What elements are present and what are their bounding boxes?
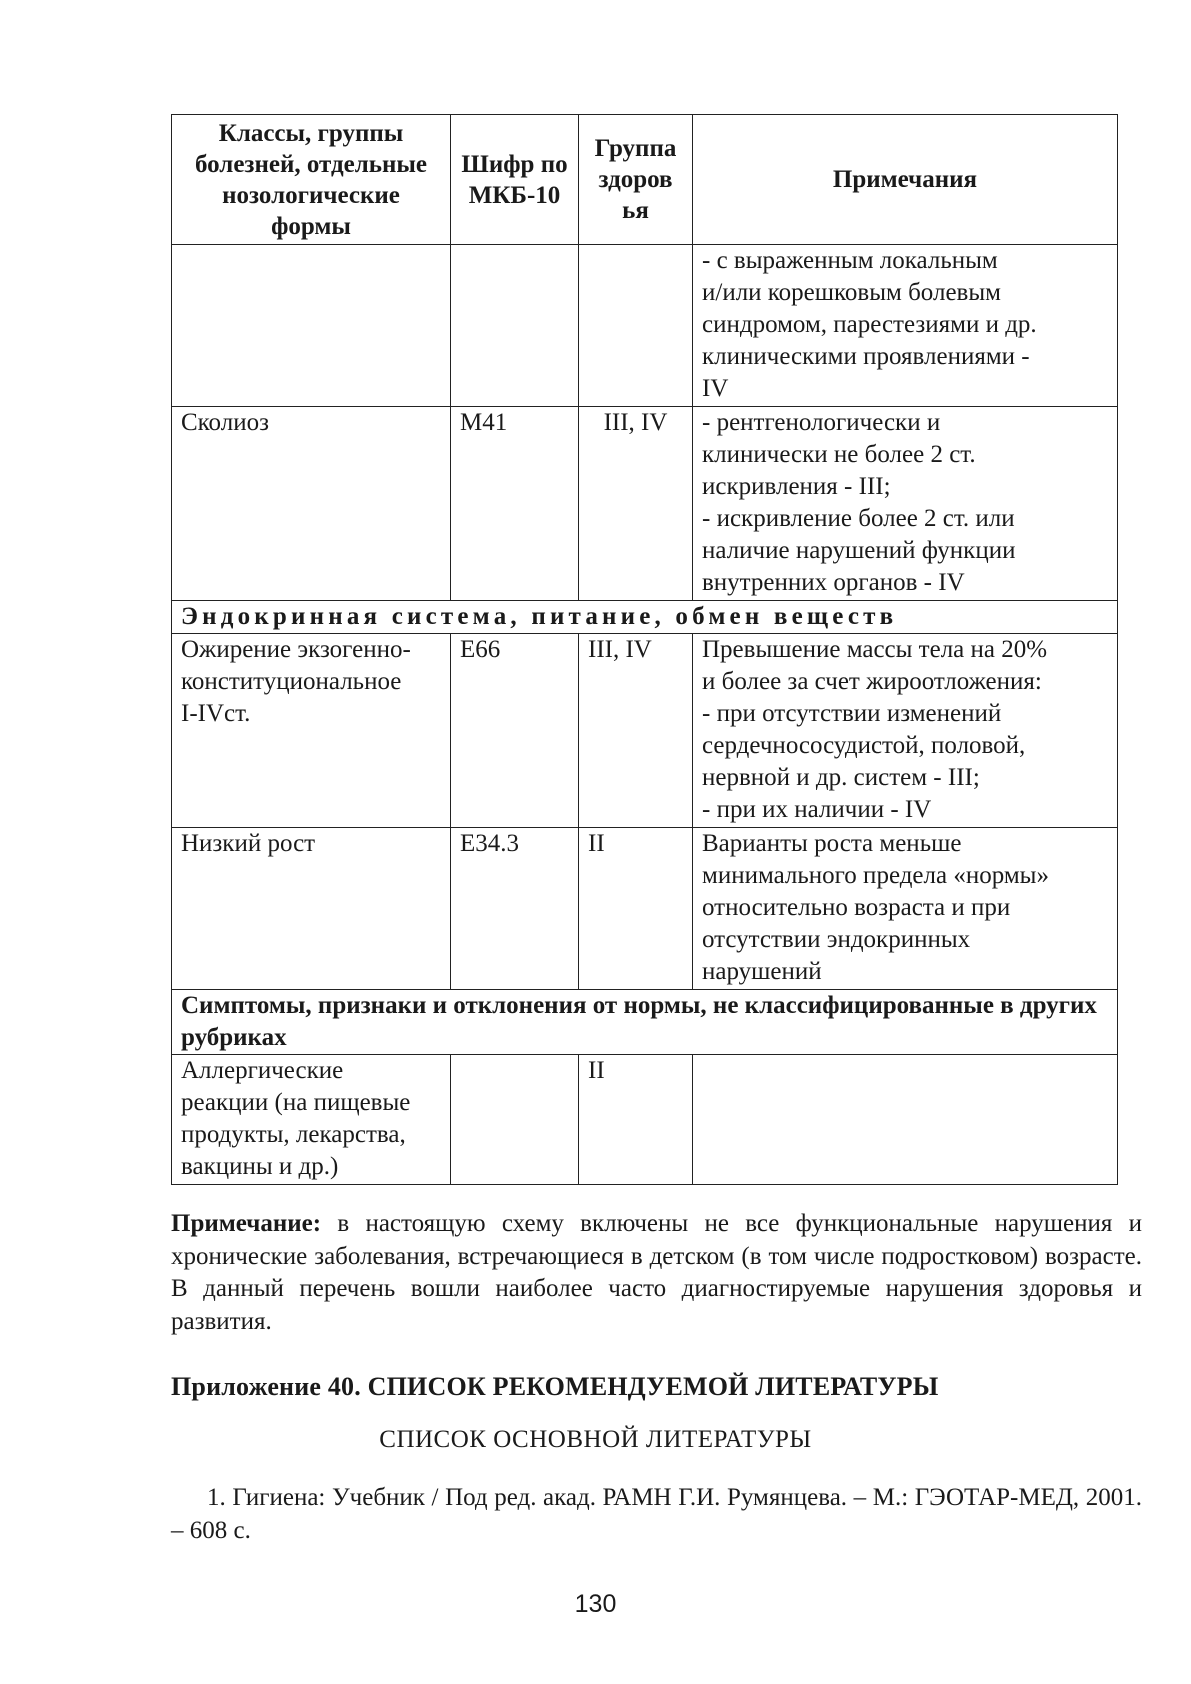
cell-note: Превышение массы тела на 20% и более за счет жироотложения: - при отсутствии изменений сердечнососудистой, половой, нервной и др. систем - III; - при их наличии - IV [693,634,1118,828]
cell-name [172,245,451,407]
table-row [172,407,1118,601]
header-notes: Примечания [693,115,1118,245]
table-row [172,634,1118,828]
cell-name: Сколиоз [172,407,451,601]
table-row [172,828,1118,990]
page-number: 130 [574,1590,617,1618]
cell-note [693,1055,1118,1185]
health-groups-table [171,114,1118,1185]
cell-note: - с выраженным локальным и/или корешковым болевым синдромом, парестезиями и др. клиническими проявлениями - IV [693,245,1118,407]
table-header-row [172,115,1118,245]
cell-code: E66 [451,634,579,828]
header-health-group: Группа здоров ья [579,115,693,245]
header-classes: Классы, группы болезней, отдельные нозологические формы [172,115,451,245]
table-footnote [171,1208,1142,1338]
cell-code: M41 [451,407,579,601]
cell-note: - рентгенологически и клинически не более 2 ст. искривления - III; - искривление более 2 ст. или наличие нарушений функции внутренних органов - IV [693,407,1118,601]
section-symptoms: Симптомы, признаки и отклонения от нормы, не классифицированные в других рубриках [172,990,1118,1055]
footnote-text: в настоящую схему включены не все функциональные нарушения и хронические заболевания, встречающиеся в детском (в том числе подростковом) возрасте. В данный перечень вошли наиболее часто диагностируемые нарушения здоровья и развития. [171,1210,1142,1335]
table-row [172,245,1118,407]
cell-name: Низкий рост [172,828,451,990]
cell-name: Ожирение экзогенно- конституциональное I-IVст. [172,634,451,828]
cell-code [451,245,579,407]
footnote-label: Примечание: [171,1210,322,1237]
cell-group: II [579,1055,693,1185]
cell-code: E34.3 [451,828,579,990]
table-row [172,1055,1118,1185]
section-row [172,990,1118,1055]
literature-subheading: СПИСОК ОСНОВНОЙ ЛИТЕРАТУРЫ [379,1426,812,1453]
cell-note: Варианты роста меньше минимального предела «нормы» относительно возраста и при отсутствии эндокринных нарушений [693,828,1118,990]
cell-group [579,245,693,407]
cell-group: II [579,828,693,990]
cell-group: III, IV [579,634,693,828]
section-row [172,601,1118,634]
cell-code [451,1055,579,1185]
cell-name: Аллергические реакции (на пищевые продукты, лекарства, вакцины и др.) [172,1055,451,1185]
appendix-title: Приложение 40. СПИСОК РЕКОМЕНДУЕМОЙ ЛИТЕРАТУРЫ [171,1372,939,1401]
header-icd-code: Шифр по МКБ-10 [451,115,579,245]
section-endocrine: Эндокринная система, питание, обмен веществ [172,601,1118,634]
literature-item: 1. Гигиена: Учебник / Под ред. акад. РАМН Г.И. Румянцева. – М.: ГЭОТАР-МЕД, 2001. – 608 с. [171,1484,1142,1544]
cell-group: III, IV [579,407,693,601]
